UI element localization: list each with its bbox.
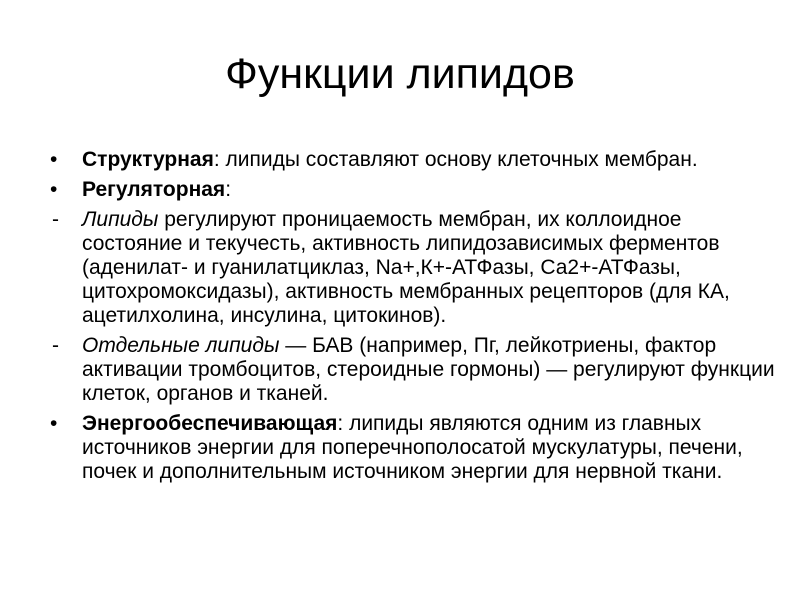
- bullet-marker: •: [50, 412, 58, 435]
- item-text-structural: : липиды составляют основу клеточных мембран.: [213, 148, 698, 171]
- item-lead-separate-lipids: Отдельные липиды: [82, 334, 280, 357]
- item-text-regulatory: :: [225, 178, 232, 201]
- list-item-lipids-regulate: [50, 208, 780, 328]
- item-text-lipids: регулируют проницаемость мембран, их коллоидное состояние и текучесть, активность липидозависимых ферментов (аденилат- и гуанилатциклаз, Na+,К+-АТФазы, Са2+-АТФазы, цитохромоксидазы), активность мембранных рецепторов (для КА, ацетилхолина, инсулина, цитокинов).: [82, 208, 730, 327]
- dash-marker: -: [52, 208, 59, 231]
- list-item-energy: [50, 412, 780, 484]
- item-lead-structural: Структурная: [82, 148, 214, 171]
- item-lead-energy: Энергообеспечивающая: [82, 412, 338, 435]
- slide-title: Функции липидов: [225, 50, 575, 98]
- list-item-separate-lipids: [50, 334, 780, 406]
- bullet-list: [50, 148, 780, 490]
- list-item-structural: [50, 148, 780, 172]
- item-text-energy: : липиды являются одним из главных источников энергии для поперечнополосатой мускулатуры, печени, почек и дополнительным источником энергии для нервной ткани.: [82, 412, 743, 483]
- list-item-regulatory: [50, 178, 780, 202]
- bullet-marker: •: [50, 178, 58, 201]
- bullet-marker: •: [50, 148, 58, 171]
- item-lead-lipids: Липиды: [82, 208, 159, 231]
- item-text-separate-lipids: — БАВ (например, Пг, лейкотриены, фактор активации тромбоцитов, стероидные гормоны) — регулируют функции клеток, органов и тканей.: [82, 334, 775, 405]
- item-lead-regulatory: Регуляторная: [82, 178, 226, 201]
- dash-marker: -: [52, 334, 59, 357]
